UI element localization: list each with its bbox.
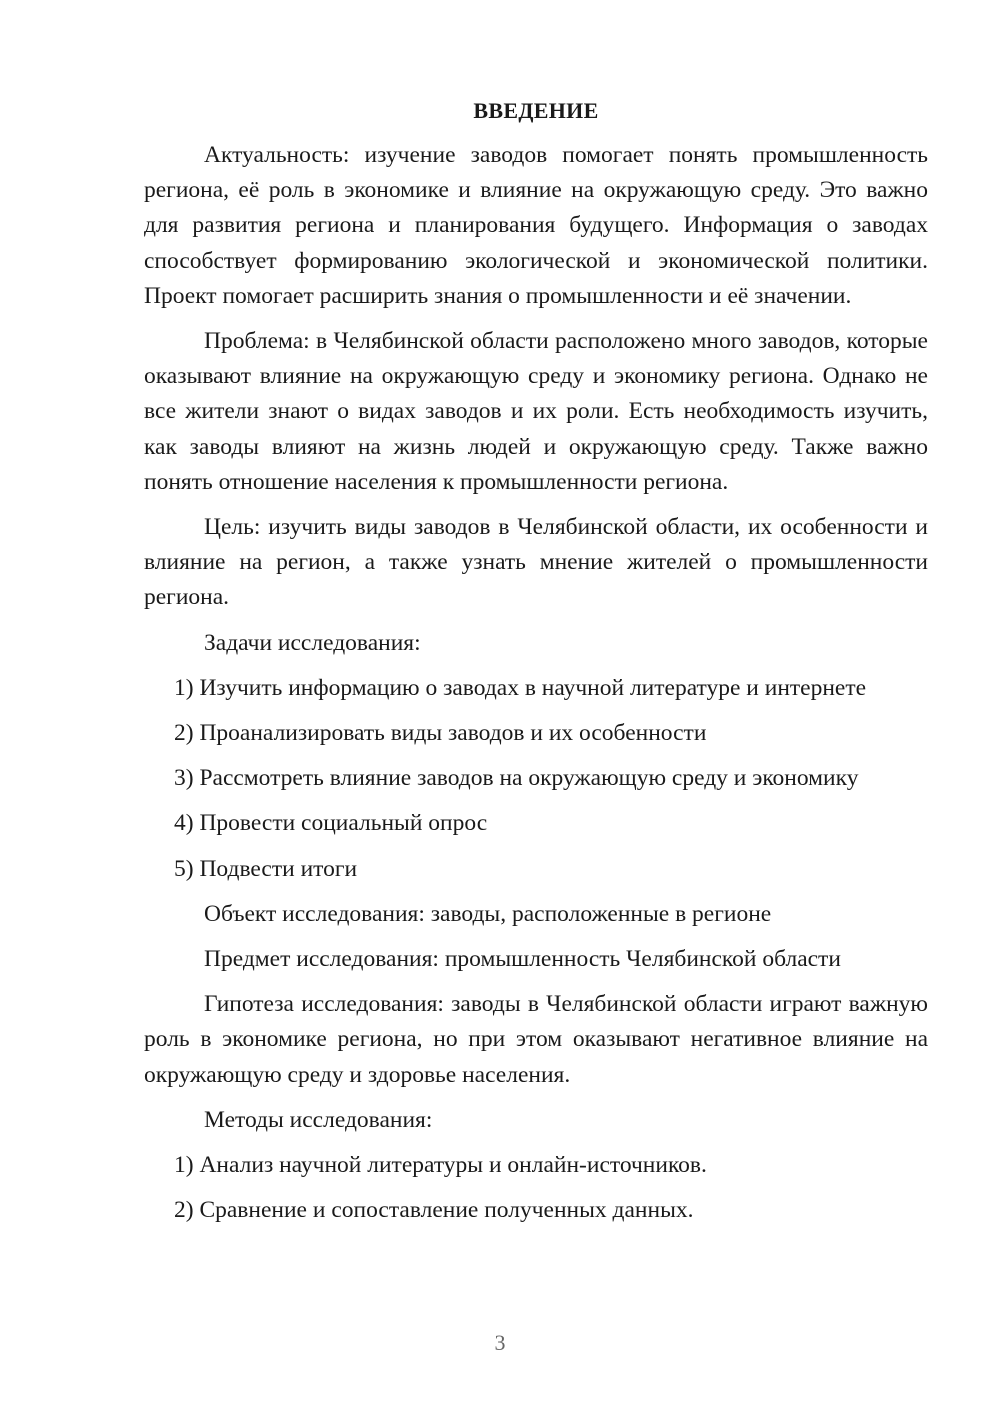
research-subject: Предмет исследования: промышленность Челябинской области [204,946,841,973]
relevance-paragraph: Актуальность: изучение заводов помогает понять промышленность региона, её роль в экономике и влияние на окружающую среду. Это важно для развития региона и планирования будущего. Информация о заводах способствует формированию экологической и экономической политики. Проект помогает расширить знания о промышленности и её значении. [144,142,928,309]
page-number: 3 [494,1330,506,1355]
task-item: 4) Провести социальный опрос [174,810,488,837]
section-title: ВВЕДЕНИЕ [473,98,599,123]
method-item: 2) Сравнение и сопоставление полученных данных. [174,1197,694,1224]
research-object: Объект исследования: заводы, расположенные в регионе [204,900,772,927]
task-item: 2) Проанализировать виды заводов и их особенности [174,720,707,747]
task-item: 3) Рассмотреть влияние заводов на окружающую среду и экономику [174,765,859,792]
problem-paragraph: Проблема: в Челябинской области расположено много заводов, которые оказывают влияние на окружающую среду и экономику региона. Однако не все жители знают о видах заводов и их роли. Есть необходимость изучить, как заводы влияют на жизнь людей и окружающую среду. Также важно понять отношение населения к промышленности региона. [144,328,928,495]
method-item: 1) Анализ научной литературы и онлайн-источников. [174,1152,707,1179]
goal-paragraph: Цель: изучить виды заводов в Челябинской области, их особенности и влияние на регион, а также узнать мнение жителей о промышленности региона. [144,514,928,611]
task-item: 1) Изучить информацию о заводах в научной литературе и интернете [174,674,867,701]
tasks-heading: Задачи исследования: [204,629,421,656]
page-body [144,92,928,1238]
methods-heading: Методы исследования: [204,1106,433,1133]
hypothesis-paragraph: Гипотеза исследования: заводы в Челябинской области играют важную роль в экономике региона, но при этом оказывают негативное влияние на окружающую среду и здоровье населения. [144,991,928,1088]
task-item: 5) Подвести итоги [174,855,358,882]
